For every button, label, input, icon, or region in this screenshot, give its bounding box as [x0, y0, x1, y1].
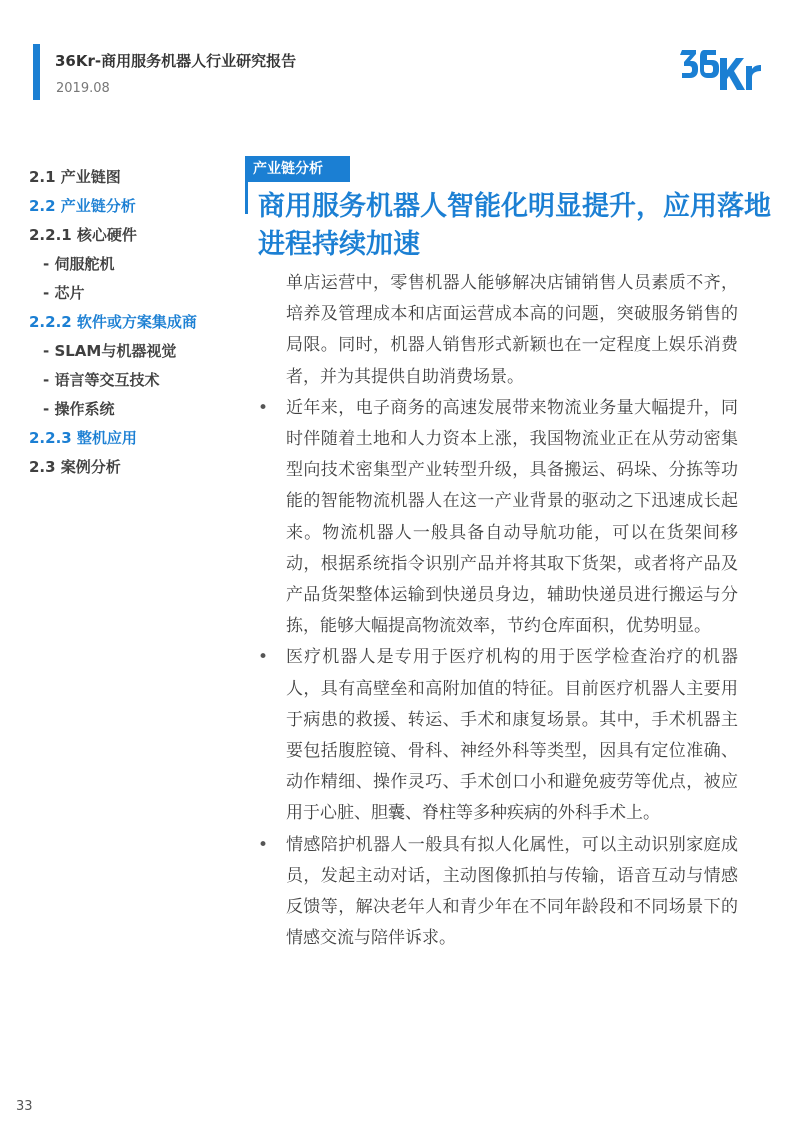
bullet-marker: • [258, 834, 269, 855]
bullet-marker: • [258, 397, 269, 418]
body-paragraph [258, 268, 738, 393]
paragraph-text: 单店运营中，零售机器人能够解决店铺销售人员素质不齐，培养及管理成本和店面运营成本高的问题，突破服务销售的局限。同时，机器人销售形式新颖也在一定程度上娱乐消费者，并为其提供自助消费场景。 [286, 273, 738, 387]
body-paragraph [258, 642, 738, 829]
body-text [258, 268, 738, 954]
body-paragraph [258, 393, 738, 643]
report-date: 2019.08 [56, 81, 110, 96]
toc-item[interactable]: - 伺服舵机 [43, 255, 115, 273]
page-number: 33 [16, 1099, 33, 1114]
bullet-marker: • [258, 647, 269, 668]
toc-item[interactable]: 2.2.1 核心硬件 [29, 226, 137, 244]
paragraph-text: 医疗机器人是专用于医疗机构的用于医学检查治疗的机器人，具有高壁垒和高附加值的特征。目前医疗机器人主要用于病患的救援、转运、手术和康复场景。其中，手术机器主要包括腹腔镜、骨科、神经外科等类型，因具有定位准确、动作精细、操作灵巧、手术创口小和避免疲劳等优点，被应用于心脏、胆囊、脊柱等多种疾病的外科手术上。 [286, 647, 738, 824]
toc-item[interactable]: - SLAM与机器视觉 [43, 342, 177, 360]
36kr-logo [680, 44, 764, 94]
toc-item[interactable]: 2.3 案例分析 [29, 458, 121, 476]
page-title: 商用服务机器人智能化明显提升，应用落地进程持续加速 [258, 191, 771, 260]
section-tag: 产业链分析 [245, 156, 350, 182]
report-title: 36Kr-商用服务机器人行业研究报告 [55, 52, 297, 70]
title-accent-rule [245, 182, 248, 214]
header-accent-bar [33, 44, 40, 100]
toc-item[interactable]: 2.2 产业链分析 [29, 197, 136, 215]
toc-item[interactable]: - 操作系统 [43, 400, 115, 418]
toc-item[interactable]: 2.2.2 软件或方案集成商 [29, 313, 197, 331]
toc-item[interactable]: - 芯片 [43, 284, 85, 302]
paragraph-text: 近年来，电子商务的高速发展带来物流业务量大幅提升，同时伴随着土地和人力资本上涨，我国物流业正在从劳动密集型向技术密集型产业转型升级，具备搬运、码垛、分拣等功能的智能物流机器人在这一产业背景的驱动之下迅速成长起来。物流机器人一般具备自动导航功能，可以在货架间移动，根据系统指令识别产品并将其取下货架，或者将产品及产品货架整体运输到快递员身边，辅助快递员进行搬运与分拣，能够大幅提高物流效率，节约仓库面积，优势明显。 [286, 397, 738, 637]
toc-item[interactable]: 2.1 产业链图 [29, 168, 121, 186]
table-of-contents [29, 165, 229, 484]
paragraph-text: 情感陪护机器人一般具有拟人化属性，可以主动识别家庭成员，发起主动对话，主动图像抓拍与传输，语音互动与情感反馈等，解决老年人和青少年在不同年龄段和不同场景下的情感交流与陪伴诉求。 [286, 834, 738, 949]
toc-item[interactable]: - 语言等交互技术 [43, 371, 160, 389]
body-paragraph [258, 830, 738, 955]
toc-item[interactable]: 2.2.3 整机应用 [29, 429, 137, 447]
